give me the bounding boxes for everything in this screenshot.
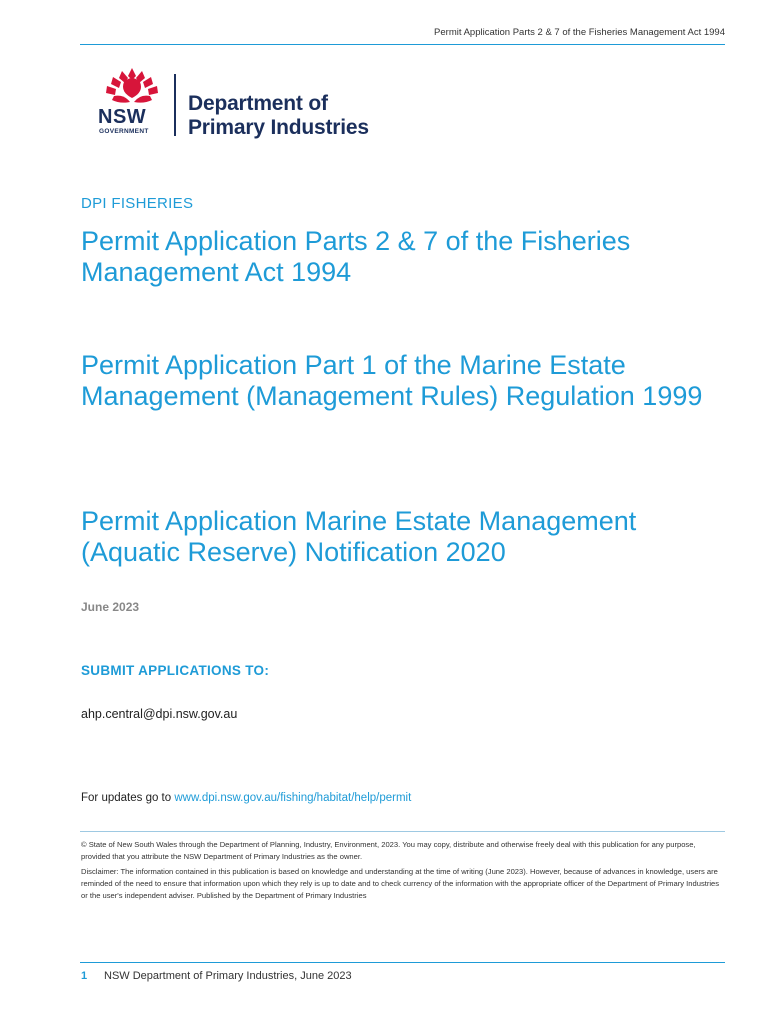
page-number: 1 [81,970,88,982]
footer-text: NSW Department of Primary Industries, June 2023 [104,970,352,982]
logo-nsw-text: NSW [98,106,147,128]
logo-department-line1: Department of [188,92,328,115]
document-title-2: Permit Application Part 1 of the Marine Estate Management (Management Rules) Regulation 1999 [81,350,703,411]
legal-divider [80,831,725,832]
updates-line [81,792,411,804]
running-header: Permit Application Parts 2 & 7 of the Fisheries Management Act 1994 [434,27,725,38]
submission-email[interactable]: ahp.central@dpi.nsw.gov.au [81,707,238,721]
logo-department-name [188,92,369,140]
logo-divider [174,74,176,136]
nsw-dpi-logo [96,66,416,142]
header-divider [80,44,725,45]
submit-heading: SUBMIT APPLICATIONS TO: [81,663,270,678]
logo-department-line2: Primary Industries [188,116,369,139]
disclaimer-notice: Disclaimer: The information contained in this publication is based on knowledge and understanding at the time of writing (June 2023). However, because of advances in knowledge, users are reminded of the need to ensure that information upon which they rely is up to date and to check currency of the information with the appropriate officer of the Department of Primary Industries or the user's independent adviser. Published by the Department of Primary Industries [81,867,720,900]
document-title-3: Permit Application Marine Estate Management (Aquatic Reserve) Notification 2020 [81,506,637,567]
logo-government-text: GOVERNMENT [99,128,149,135]
waratah-icon [100,66,164,108]
section-tag: DPI FISHERIES [81,195,194,212]
copyright-notice: © State of New South Wales through the Department of Planning, Industry, Environment, 2023. You may copy, distribute and otherwise freely deal with this publication for any purpose, provided that you attribute the NSW Department of Primary Industries as the owner. [81,840,696,861]
footer-divider [80,962,725,963]
updates-link[interactable]: www.dpi.nsw.gov.au/fishing/habitat/help/permit [174,792,412,804]
publication-date: June 2023 [81,600,140,614]
updates-prefix: For updates go to [81,792,175,804]
document-title-1: Permit Application Parts 2 & 7 of the Fisheries Management Act 1994 [81,226,631,287]
